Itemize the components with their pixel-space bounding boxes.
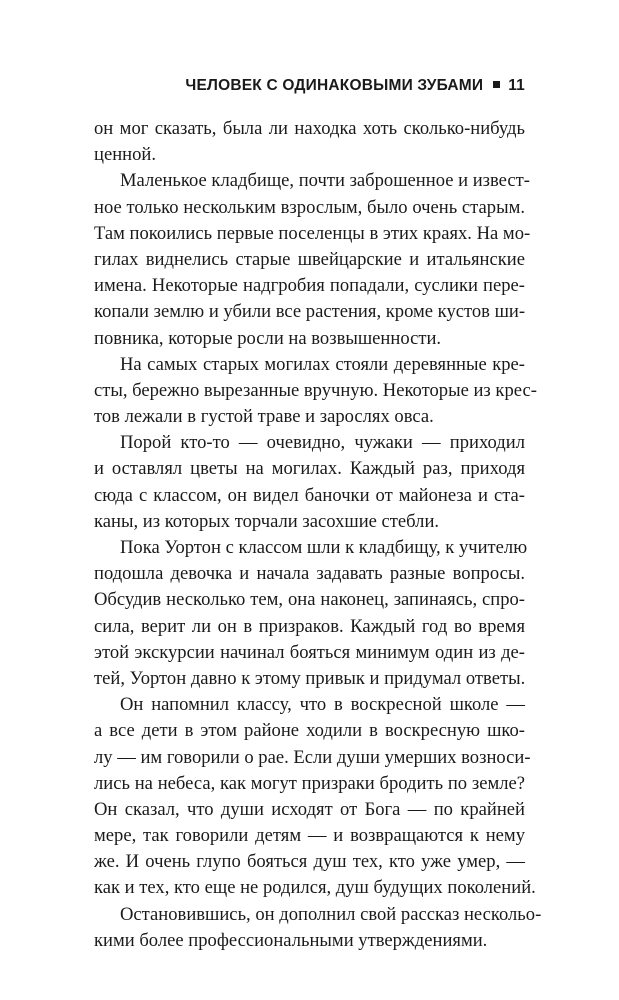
running-header-title: ЧЕЛОВЕК С ОДИНАКОВЫМИ ЗУБАМИ xyxy=(185,77,484,94)
text-line: повника, которые росли на возвышенности. xyxy=(94,327,442,349)
text-line: мере, так говорили детям — и возвращаются к нему xyxy=(94,825,525,847)
text-line: тов лежали в густой траве и зарослях овса. xyxy=(94,406,434,428)
text-line: кими более профессиональными утверждениями. xyxy=(94,929,488,951)
text-line: Он сказал, что души исходят от Бога — по крайней xyxy=(94,798,525,820)
text-line: гилах виднелись старые швейцарские и итальянские xyxy=(94,248,525,270)
text-line: сила, верит ли он в призраков. Каждый год во время xyxy=(94,615,525,637)
text-line: имена. Некоторые надгробия попадали, суслики пере- xyxy=(94,275,525,297)
text-line: ценной. xyxy=(94,144,157,166)
text-line: как и тех, кто еще не родился, душ будущих поколений. xyxy=(94,877,536,899)
running-header xyxy=(185,76,525,96)
text-line: же. И очень глупо бояться душ тех, кто уже умер, — xyxy=(94,851,525,873)
text-line: ное только нескольким взрослым, было очень старым. xyxy=(94,196,525,218)
text-line: Обсудив несколько тем, она наконец, запинаясь, спро- xyxy=(94,589,525,611)
text-line: он мог сказать, была ли находка хоть сколько-нибудь xyxy=(94,118,525,139)
page-body xyxy=(94,116,542,954)
text-line: лу — им говорили о рае. Если души умерших возноси- xyxy=(94,746,531,768)
text-line: Порой кто-то — очевидно, чужаки — приходил xyxy=(120,432,525,454)
text-line: подошла девочка и начала задавать разные вопросы. xyxy=(94,563,525,585)
page-number: 11 xyxy=(508,77,525,94)
text-line: а все дети в этом районе ходили в воскресную шко- xyxy=(94,720,525,742)
text-line: тей, Уортон давно к этому привык и придумал ответы. xyxy=(94,667,526,689)
text-line: Там покоились первые поселенцы в этих краях. На мо- xyxy=(94,222,531,244)
text-line: Маленькое кладбище, почти заброшенное и извест- xyxy=(120,170,530,192)
text-line: лись на небеса, как могут призраки бродить по земле? xyxy=(94,772,525,794)
text-line: этой экскурсии начинал бояться минимум один из де- xyxy=(94,641,525,663)
square-separator-icon xyxy=(493,81,500,88)
text-line: Пока Уортон с классом шли к кладбищу, к учителю xyxy=(120,537,528,558)
text-line: Он напомнил классу, что в воскресной школе — xyxy=(120,694,525,716)
text-line: и оставлял цветы на могилах. Каждый раз, приходя xyxy=(94,458,525,480)
text-line: сюда с классом, он видел баночки от майонеза и ста- xyxy=(94,484,525,506)
text-line: На самых старых могилах стояли деревянные кре- xyxy=(120,353,525,375)
text-line: каны, из которых торчали засохшие стебли. xyxy=(94,510,440,532)
text-line: Остановившись, он дополнил свой рассказ нескольо- xyxy=(120,903,542,925)
text-line: копали землю и убили все растения, кроме кустов ши- xyxy=(94,301,526,323)
text-line: сты, бережно вырезанные вручную. Некоторые из крес- xyxy=(94,379,537,401)
